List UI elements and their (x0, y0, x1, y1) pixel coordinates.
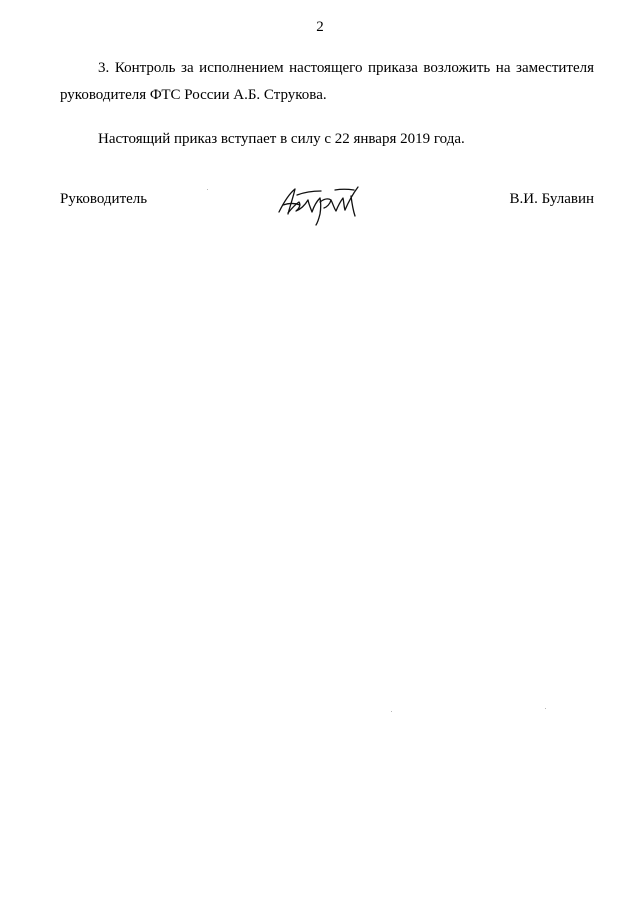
position-title: Руководитель (60, 191, 148, 207)
effective-date-paragraph: Настоящий приказ вступает в силу с 22 января 2019 года. (98, 131, 465, 147)
scan-speck (391, 711, 392, 712)
scan-speck (545, 708, 546, 709)
signatory-name: В.И. Булавин (509, 191, 594, 207)
signature-icon (275, 178, 365, 230)
paragraph-3: 3. Контроль за исполнением настоящего приказа возложить на заместителя руководителя ФТС России А.Б. Струкова. (60, 60, 594, 103)
scan-speck (207, 189, 208, 190)
page-number: 2 (316, 19, 324, 35)
